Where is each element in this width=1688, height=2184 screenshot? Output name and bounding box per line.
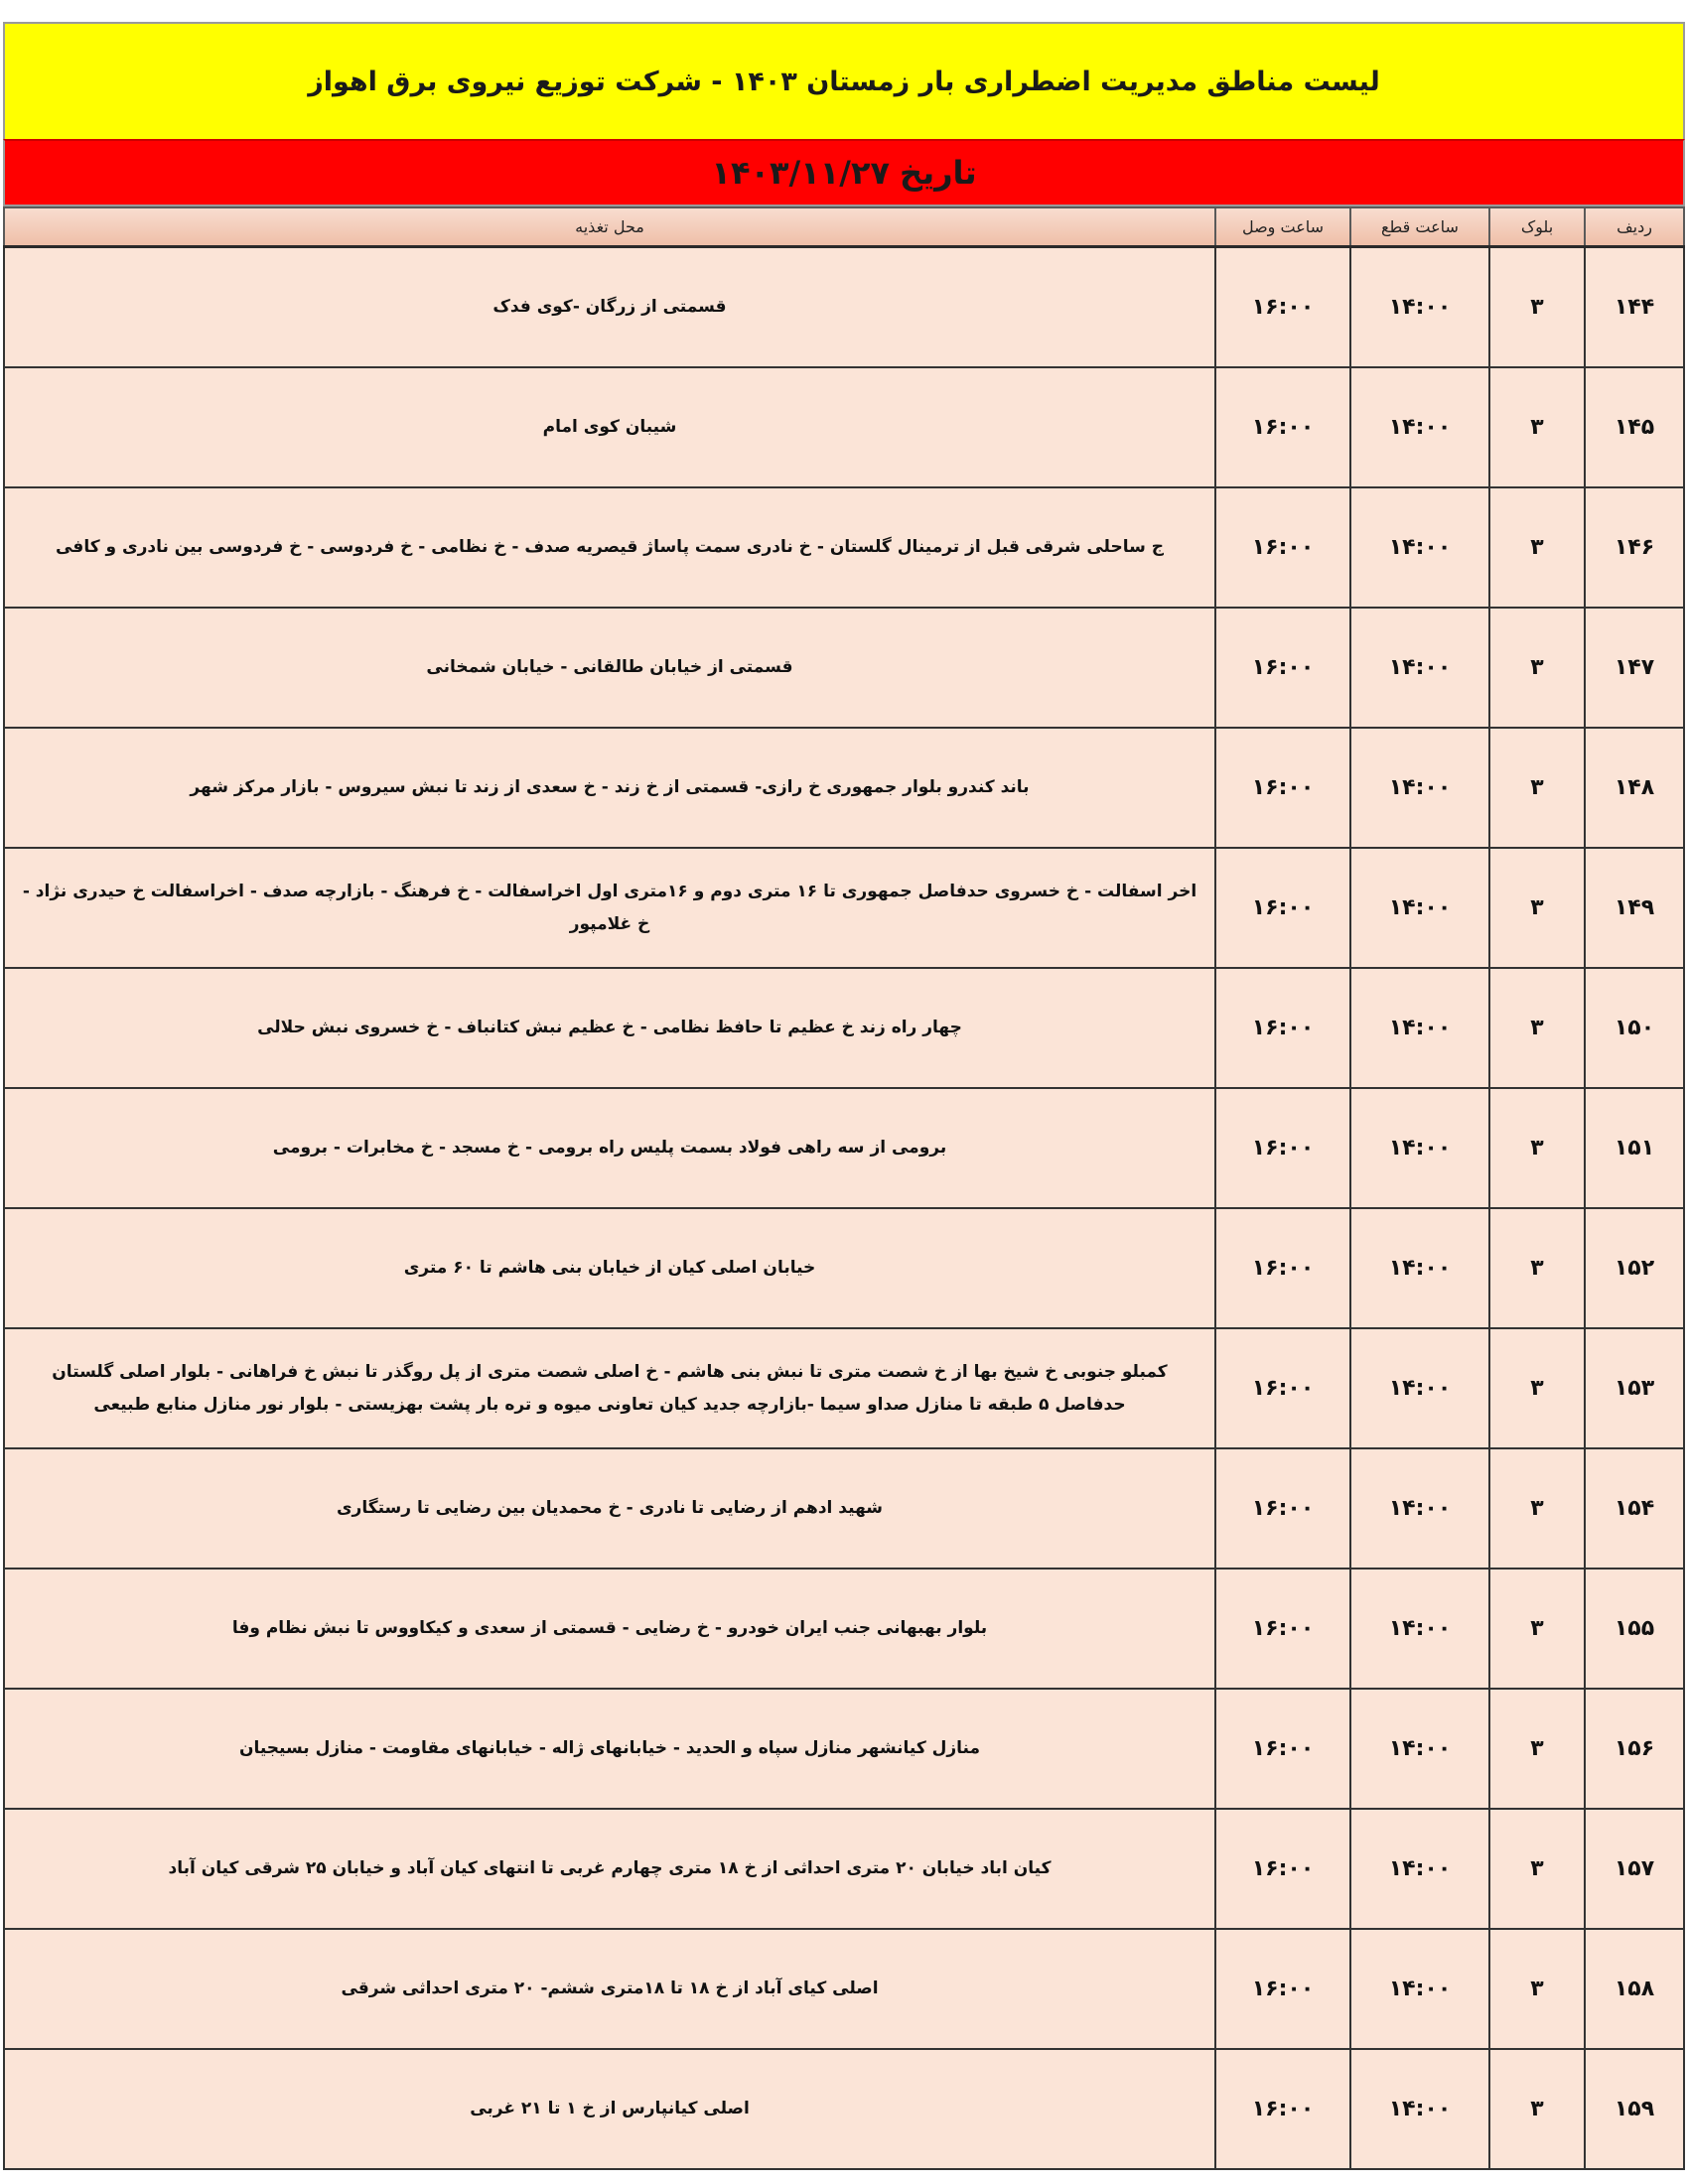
cut-time-cell: ۱۴:۰۰ [1350,1088,1489,1208]
header-cut-time: ساعت قطع [1350,207,1489,247]
location-cell: شیبان کوی امام [4,367,1215,487]
connect-time-cell: ۱۶:۰۰ [1215,1208,1350,1328]
page-title [3,22,1685,139]
row-number-cell: ۱۵۸ [1585,1929,1684,2049]
location-cell: بلوار بهبهانی جنب ایران خودرو - خ رضایی - قسمتی از سعدی و کیکاووس تا نبش نظام وفا [4,1569,1215,1689]
header-connect-time: ساعت وصل [1215,207,1350,247]
row-number-cell: ۱۵۹ [1585,2049,1684,2169]
title-text: لیست مناطق مدیریت اضطراری بار زمستان ۱۴۰۳ - شرکت توزیع نیروی برق اهواز [308,66,1380,97]
location-cell: قسمتی از خیابان طالقانی - خیابان شمخانی [4,608,1215,728]
connect-time-cell: ۱۶:۰۰ [1215,2049,1350,2169]
row-number-cell: ۱۴۶ [1585,487,1684,608]
connect-time-cell: ۱۶:۰۰ [1215,1328,1350,1448]
row-number-cell: ۱۴۹ [1585,848,1684,968]
connect-time-cell: ۱۶:۰۰ [1215,968,1350,1088]
block-cell: ۳ [1489,848,1585,968]
outage-table [3,206,1685,2170]
connect-time-cell: ۱۶:۰۰ [1215,247,1350,368]
date-banner [3,139,1685,206]
block-cell: ۳ [1489,1809,1585,1929]
location-cell: کیان اباد خیابان ۲۰ متری احداثی از خ ۱۸ متری چهارم غربی تا انتهای کیان آباد و خیابان ۲۵ شرقی کیان آباد [4,1809,1215,1929]
cut-time-cell: ۱۴:۰۰ [1350,1809,1489,1929]
cut-time-cell: ۱۴:۰۰ [1350,1208,1489,1328]
cut-time-cell: ۱۴:۰۰ [1350,247,1489,368]
table-row [4,608,1684,728]
cut-time-cell: ۱۴:۰۰ [1350,367,1489,487]
header-row-number: ردیف [1585,207,1684,247]
block-cell: ۳ [1489,1328,1585,1448]
table-row [4,1088,1684,1208]
table-row [4,728,1684,848]
header-location: محل تغذیه [4,207,1215,247]
table-row [4,1208,1684,1328]
connect-time-cell: ۱۶:۰۰ [1215,608,1350,728]
table-row [4,848,1684,968]
row-number-cell: ۱۵۵ [1585,1569,1684,1689]
block-cell: ۳ [1489,247,1585,368]
row-number-cell: ۱۴۷ [1585,608,1684,728]
block-cell: ۳ [1489,728,1585,848]
cut-time-cell: ۱۴:۰۰ [1350,848,1489,968]
table-header-row [4,207,1684,247]
connect-time-cell: ۱۶:۰۰ [1215,848,1350,968]
table-row [4,367,1684,487]
row-number-cell: ۱۵۰ [1585,968,1684,1088]
cut-time-cell: ۱۴:۰۰ [1350,1328,1489,1448]
cut-time-cell: ۱۴:۰۰ [1350,728,1489,848]
cut-time-cell: ۱۴:۰۰ [1350,968,1489,1088]
connect-time-cell: ۱۶:۰۰ [1215,1569,1350,1689]
date-label: تاریخ [900,154,977,192]
connect-time-cell: ۱۶:۰۰ [1215,1929,1350,2049]
location-cell: اصلی کیانپارس از خ ۱ تا ۲۱ غربی [4,2049,1215,2169]
location-cell: کمبلو جنوبی خ شیخ بها از خ شصت متری تا نبش بنی هاشم - خ اصلی شصت متری از پل روگذر تا نبش خ فراهانی - بلوار اصلی گلستان حدفاصل ۵ طبقه تا منازل صداو سیما -بازارچه جدید کیان تعاونی میوه و تره بار پشت بهزیستی - بلوار نور منازل منابع طبیعی [4,1328,1215,1448]
outage-sheet [3,22,1685,2170]
table-row [4,1809,1684,1929]
table-row [4,1929,1684,2049]
cut-time-cell: ۱۴:۰۰ [1350,1929,1489,2049]
table-row [4,1328,1684,1448]
connect-time-cell: ۱۶:۰۰ [1215,1088,1350,1208]
block-cell: ۳ [1489,1208,1585,1328]
location-cell: شهید ادهم از رضایی تا نادری - خ محمدیان بین رضایی تا رستگاری [4,1448,1215,1569]
row-number-cell: ۱۵۷ [1585,1809,1684,1929]
block-cell: ۳ [1489,1088,1585,1208]
row-number-cell: ۱۵۶ [1585,1689,1684,1809]
row-number-cell: ۱۵۲ [1585,1208,1684,1328]
row-number-cell: ۱۴۴ [1585,247,1684,368]
cut-time-cell: ۱۴:۰۰ [1350,2049,1489,2169]
connect-time-cell: ۱۶:۰۰ [1215,487,1350,608]
block-cell: ۳ [1489,608,1585,728]
location-cell: برومی از سه راهی فولاد بسمت پلیس راه برومی - خ مسجد - خ مخابرات - برومی [4,1088,1215,1208]
cut-time-cell: ۱۴:۰۰ [1350,1569,1489,1689]
location-cell: قسمتی از زرگان -کوی فدک [4,247,1215,368]
location-cell: چهار راه زند خ عظیم تا حافظ نظامی - خ عظیم نبش کتانباف - خ خسروی نبش حلالی [4,968,1215,1088]
block-cell: ۳ [1489,487,1585,608]
table-row [4,2049,1684,2169]
block-cell: ۳ [1489,968,1585,1088]
cut-time-cell: ۱۴:۰۰ [1350,608,1489,728]
table-row [4,487,1684,608]
block-cell: ۳ [1489,2049,1585,2169]
row-number-cell: ۱۵۱ [1585,1088,1684,1208]
row-number-cell: ۱۴۵ [1585,367,1684,487]
block-cell: ۳ [1489,1569,1585,1689]
cut-time-cell: ۱۴:۰۰ [1350,1448,1489,1569]
cut-time-cell: ۱۴:۰۰ [1350,1689,1489,1809]
block-cell: ۳ [1489,1929,1585,2049]
location-cell: خیابان اصلی کیان از خیابان بنی هاشم تا ۶۰ متری [4,1208,1215,1328]
table-row [4,1689,1684,1809]
location-cell: باند کندرو بلوار جمهوری خ رازی- قسمتی از خ زند - خ سعدی از زند تا نبش سیروس - بازار مرکز شهر [4,728,1215,848]
row-number-cell: ۱۵۳ [1585,1328,1684,1448]
row-number-cell: ۱۵۴ [1585,1448,1684,1569]
header-block: بلوک [1489,207,1585,247]
block-cell: ۳ [1489,1448,1585,1569]
connect-time-cell: ۱۶:۰۰ [1215,367,1350,487]
location-cell: اخر اسفالت - خ خسروی حدفاصل جمهوری تا ۱۶ متری دوم و ۱۶متری اول اخراسفالت - خ فرهنگ - بازارچه صدف - اخراسفالت خ حیدری نژاد - خ غلامپور [4,848,1215,968]
location-cell: ج ساحلی شرقی قبل از ترمینال گلستان - خ نادری سمت پاساژ قیصریه صدف - خ نظامی - خ فردوسی - خ فردوسی بین نادری و کافی [4,487,1215,608]
table-body [4,247,1684,2170]
table-row [4,247,1684,368]
connect-time-cell: ۱۶:۰۰ [1215,728,1350,848]
table-row [4,1569,1684,1689]
location-cell: منازل کیانشهر منازل سپاه و الحدید - خیابانهای ژاله - خیابانهای مقاومت - منازل بسیجیان [4,1689,1215,1809]
location-cell: اصلی کیای آباد از خ ۱۸ تا ۱۸متری ششم- ۲۰ متری احداثی شرقی [4,1929,1215,2049]
cut-time-cell: ۱۴:۰۰ [1350,487,1489,608]
row-number-cell: ۱۴۸ [1585,728,1684,848]
connect-time-cell: ۱۶:۰۰ [1215,1809,1350,1929]
table-row [4,968,1684,1088]
connect-time-cell: ۱۶:۰۰ [1215,1448,1350,1569]
connect-time-cell: ۱۶:۰۰ [1215,1689,1350,1809]
table-row [4,1448,1684,1569]
block-cell: ۳ [1489,1689,1585,1809]
block-cell: ۳ [1489,367,1585,487]
date-value: ۱۴۰۳/۱۱/۲۷ [711,154,891,192]
